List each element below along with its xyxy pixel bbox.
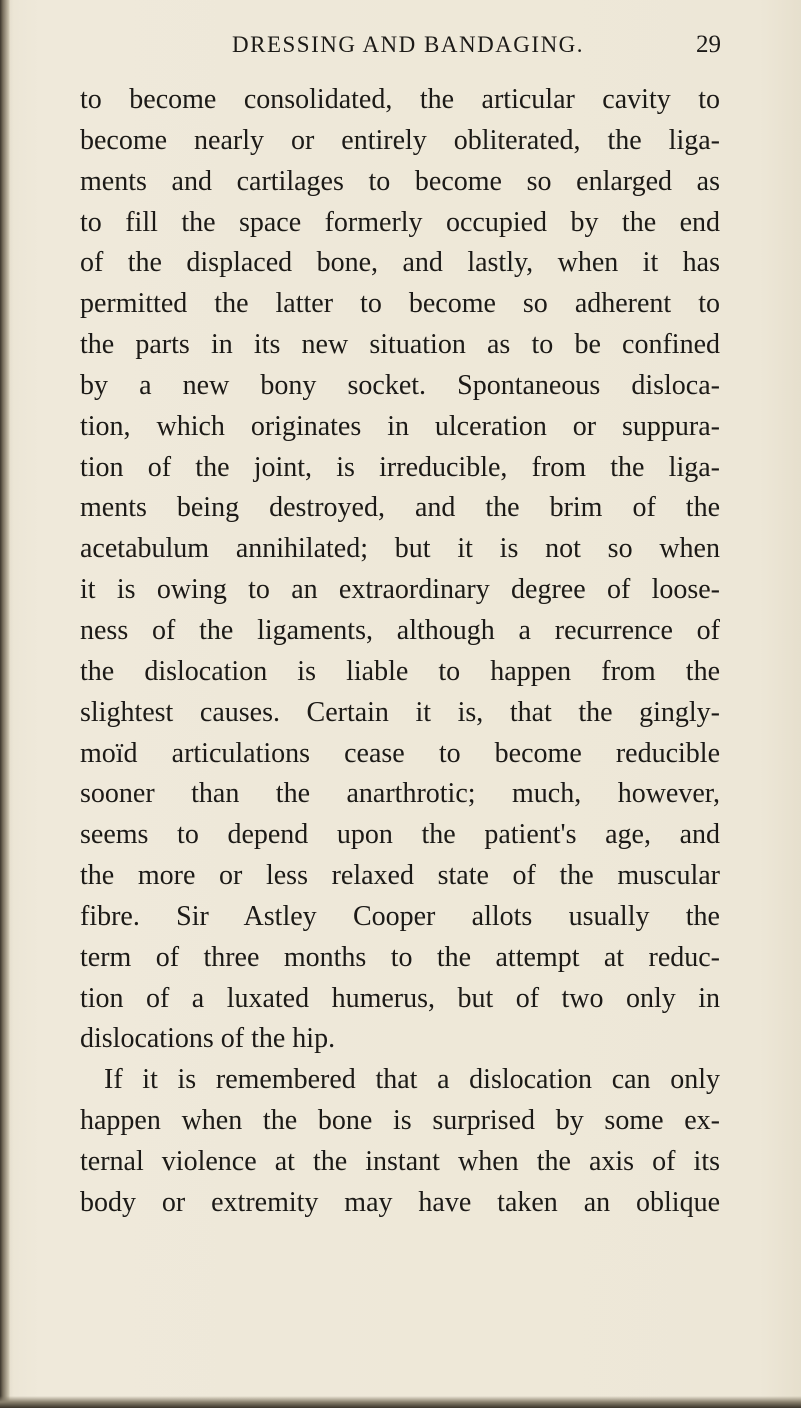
text-line: ness of the ligaments, although a recurrence of [80, 614, 720, 646]
text-line: seems to depend upon the patient's age, and [80, 819, 720, 851]
text-line: the more or less relaxed state of the muscular [80, 860, 720, 892]
text-line: of the displaced bone, and lastly, when it has [80, 247, 720, 279]
text-line: slightest causes. Certain it is, that the gingly- [80, 696, 720, 728]
text-line: it is owing to an extraordinary degree of loose- [80, 574, 720, 606]
text-line: fibre. Sir Astley Cooper allots usually the [80, 900, 720, 932]
text-line: tion of a luxated humerus, but of two only in [80, 982, 720, 1014]
text-line: the dislocation is liable to happen from the [80, 655, 720, 687]
text-line: acetabulum annihilated; but it is not so when [80, 533, 720, 565]
text-line: to become consolidated, the articular cavity to [80, 84, 720, 115]
running-head [0, 28, 801, 62]
text-line: happen when the bone is surprised by some ex- [80, 1105, 720, 1137]
text-line: tion, which originates in ulceration or suppura- [80, 410, 720, 442]
text-line: term of three months to the attempt at reduc- [80, 941, 720, 973]
text-line: body or extremity may have taken an oblique [80, 1186, 720, 1218]
text-line: tion of the joint, is irreducible, from the liga- [80, 451, 720, 483]
text-line: by a new bony socket. Spontaneous disloca- [80, 369, 720, 401]
page-bottom-edge [0, 1396, 801, 1408]
page-number: 29 [696, 31, 721, 58]
text-line: ments being destroyed, and the brim of the [80, 492, 720, 524]
text-line: ternal violence at the instant when the axis of its [80, 1145, 720, 1177]
text-line: ments and cartilages to become so enlarged as [80, 165, 720, 197]
text-line: moïd articulations cease to become reducible [80, 737, 720, 769]
binding-gutter-shadow [0, 0, 10, 1408]
text-line: the parts in its new situation as to be confined [80, 329, 720, 361]
text-line: to fill the space formerly occupied by the end [80, 206, 720, 238]
text-line: permitted the latter to become so adherent to [80, 288, 720, 320]
text-line: sooner than the anarthrotic; much, however, [80, 778, 720, 810]
body-text [80, 80, 720, 1224]
text-line: become nearly or entirely obliterated, the liga- [80, 124, 720, 156]
text-line: If it is remembered that a dislocation can only [104, 1064, 720, 1096]
running-title: DRESSING AND BANDAGING. [232, 32, 585, 57]
text-line: dislocations of the hip. [80, 1023, 336, 1055]
